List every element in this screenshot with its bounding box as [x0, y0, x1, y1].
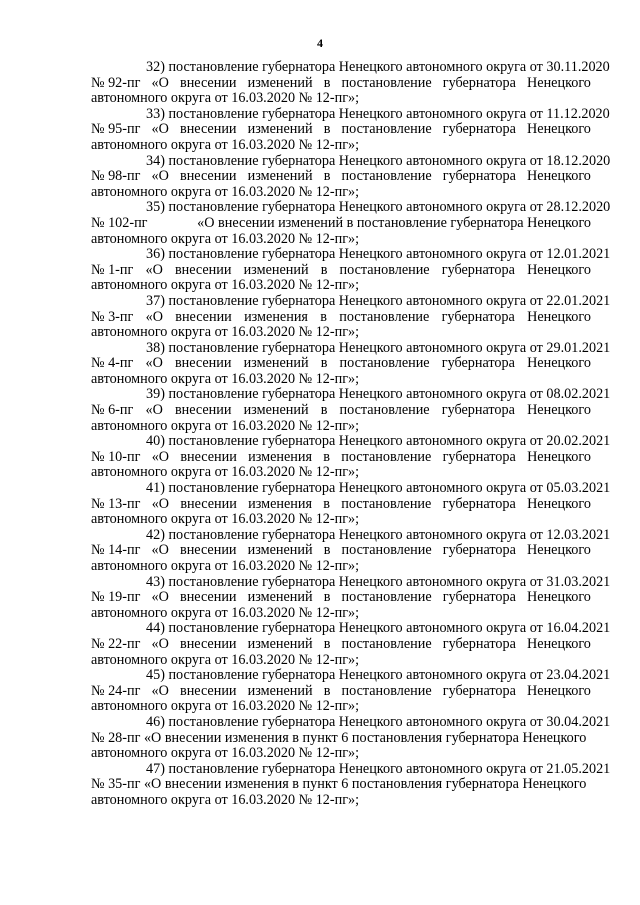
item-line-third: автономного округа от 16.03.2020 № 12-пг»;: [91, 558, 360, 574]
item-word: внесении: [180, 74, 237, 91]
item-word: «О: [145, 402, 163, 419]
item-word: постановление: [341, 495, 432, 512]
item-line-first: 42) постановление губернатора Ненецкого автономного округа от 12.03.2021: [146, 526, 611, 543]
item-word: «О: [151, 121, 169, 138]
list-item: [91, 199, 611, 247]
item-word: «О: [151, 168, 169, 185]
item-line-first: 47) постановление губернатора Ненецкого автономного округа от 21.05.2021: [146, 760, 611, 777]
item-word: «О: [151, 542, 169, 559]
item-word: губернатора: [442, 168, 516, 185]
item-word: изменений: [247, 121, 313, 138]
item-word: «О: [145, 355, 163, 372]
item-word: № 13-пг: [91, 495, 141, 512]
item-word: изменения: [248, 448, 312, 465]
item-word: № 102-пг: [91, 214, 148, 231]
item-word: № 3-пг: [91, 308, 134, 325]
list-item: [91, 292, 611, 341]
item-word: изменения: [244, 308, 308, 325]
item-word: внесении: [180, 448, 237, 465]
item-line-third: автономного округа от 16.03.2020 № 12-пг»;: [91, 604, 360, 621]
item-line-second: [91, 216, 591, 232]
item-word: Ненецкого: [527, 495, 591, 512]
item-line-second: [91, 450, 591, 466]
item-line-third: автономного округа от 16.03.2020 № 12-пг»;: [91, 183, 360, 200]
item-word: Ненецкого: [527, 635, 591, 652]
list-item: [91, 573, 611, 622]
item-word: в: [323, 168, 331, 185]
item-word: постановление: [341, 635, 432, 652]
item-word: в: [323, 589, 331, 606]
item-word: губернатора: [442, 495, 516, 512]
item-word: постановление: [339, 308, 430, 325]
item-word: губернатора: [442, 542, 516, 559]
item-word: «О: [151, 635, 169, 652]
item-word: губернатора: [442, 635, 516, 652]
item-word: изменений: [247, 168, 313, 185]
item-word: в: [323, 448, 330, 465]
item-word: изменений: [247, 589, 313, 606]
item-word: губернатора: [441, 402, 515, 419]
item-line-first: 33) постановление губернатора Ненецкого автономного округа от 11.12.2020: [146, 105, 610, 122]
item-word: в: [323, 495, 330, 512]
list-item: [91, 760, 611, 809]
item-word: в: [323, 74, 331, 91]
item-word: «О: [151, 74, 169, 91]
item-word: Ненецкого: [527, 308, 591, 325]
item-word: изменений: [243, 261, 309, 278]
item-line-first: 37) постановление губернатора Ненецкого автономного округа от 22.01.2021: [146, 292, 611, 309]
item-word: «О: [151, 495, 170, 512]
item-line-third: автономного округа от 16.03.2020 № 12-пг»;: [91, 464, 360, 481]
item-line-third: автономного округа от 16.03.2020 № 12-пг»;: [91, 698, 360, 715]
item-line-third: автономного округа от 16.03.2020 № 12-пг»;: [91, 230, 360, 247]
item-line-third: автономного округа от 16.03.2020 № 12-пг»;: [91, 136, 360, 153]
item-line-second: [91, 403, 591, 419]
item-word: Ненецкого: [527, 402, 591, 419]
item-line-third: автономного округа от 16.03.2020 № 12-пг»;: [91, 277, 360, 294]
item-word: «О: [151, 589, 169, 606]
item-word: внесении: [180, 121, 237, 138]
item-line-second: [91, 684, 591, 700]
item-line-first: 41) постановление губернатора Ненецкого автономного округа от 05.03.2021: [146, 480, 611, 497]
item-word: губернатора: [442, 74, 516, 91]
item-word: № 4-пг: [91, 355, 134, 372]
item-line-second: [91, 76, 591, 92]
item-word: внесении: [180, 542, 237, 559]
item-word: № 98-пг: [91, 168, 141, 185]
item-line-second: [91, 731, 591, 747]
item-word: губернатора: [442, 448, 516, 465]
item-line-first: 38) постановление губернатора Ненецкого автономного округа от 29.01.2021: [146, 339, 611, 356]
item-word: постановление: [339, 355, 430, 372]
item-word: в: [323, 635, 331, 652]
item-word: губернатора: [441, 261, 515, 278]
item-word: постановление: [339, 402, 430, 419]
item-word: губернатора: [442, 682, 516, 699]
item-word: Ненецкого: [527, 589, 591, 606]
item-line-first: 32) постановление губернатора Ненецкого автономного округа от 30.11.2020: [146, 59, 610, 75]
item-word: внесении: [180, 589, 237, 606]
item-line-second: [91, 637, 591, 653]
item-word: в: [320, 355, 328, 372]
list-item: [91, 105, 610, 154]
list-item: [91, 339, 611, 388]
item-word: в: [320, 308, 327, 325]
item-line-third: автономного округа от 16.03.2020 № 12-пг»;: [91, 511, 360, 528]
item-word: № 24-пг: [91, 682, 141, 699]
item-word: в: [323, 542, 331, 559]
item-line-second: [91, 310, 591, 326]
list-item: [91, 152, 611, 201]
list-item: [91, 620, 611, 668]
item-word: постановление: [341, 682, 432, 699]
item-word: «О внесении изменений в постановление губернатора Ненецкого: [197, 214, 591, 231]
item-word: губернатора: [441, 355, 515, 372]
item-line-second: [91, 122, 591, 138]
item-line-third: автономного округа от 16.03.2020 № 12-пг»;: [91, 417, 360, 434]
item-line-first: 44) постановление губернатора Ненецкого автономного округа от 16.04.2021: [146, 620, 611, 637]
item-line-second: [91, 263, 591, 279]
item-word: внесении: [180, 495, 237, 512]
item-line-second: [91, 169, 591, 185]
item-word: Ненецкого: [527, 74, 591, 91]
item-word: губернатора: [441, 308, 515, 325]
list-item: [91, 246, 611, 294]
item-word: Ненецкого: [527, 542, 591, 559]
item-word: «О: [151, 682, 169, 699]
item-word: Ненецкого: [527, 121, 591, 138]
item-word: № 92-пг: [91, 74, 141, 91]
item-word: № 22-пг: [91, 635, 141, 652]
item-word: внесении: [180, 168, 237, 185]
list-item: [91, 713, 611, 762]
item-word: постановление: [341, 589, 432, 606]
item-word: Ненецкого: [527, 168, 591, 185]
item-word: Ненецкого: [527, 355, 591, 372]
item-word: постановление: [339, 261, 430, 278]
list-item: [91, 480, 611, 528]
decree-list: [91, 59, 611, 809]
item-line-first: 39) постановление губернатора Ненецкого автономного округа от 08.02.2021: [146, 386, 611, 403]
item-word: постановление: [341, 542, 432, 559]
item-word: изменений: [243, 402, 309, 419]
item-word: изменений: [247, 635, 313, 652]
item-line-first: 34) постановление губернатора Ненецкого автономного округа от 18.12.2020: [146, 152, 611, 169]
item-word: изменений: [247, 682, 313, 699]
item-word: в: [320, 402, 328, 419]
list-item: [91, 433, 611, 481]
item-word: № 19-пг: [91, 589, 141, 606]
item-line-first: 36) постановление губернатора Ненецкого автономного округа от 12.01.2021: [146, 246, 611, 263]
item-word: № 35-пг «О внесении изменения в пункт 6 постановления губернатора Ненецкого: [91, 776, 587, 793]
item-line-third: автономного округа от 16.03.2020 № 12-пг»;: [91, 745, 360, 762]
item-word: внесении: [180, 635, 237, 652]
item-word: постановление: [341, 74, 432, 91]
item-line-third: автономного округа от 16.03.2020 № 12-пг»;: [91, 90, 360, 107]
item-word: «О: [151, 448, 170, 465]
item-word: губернатора: [442, 589, 516, 606]
item-line-third: автономного округа от 16.03.2020 № 12-пг»;: [91, 791, 360, 808]
item-line-first: 35) постановление губернатора Ненецкого автономного округа от 28.12.2020: [146, 199, 611, 216]
item-word: № 28-пг «О внесении изменения в пункт 6 постановления губернатора Ненецкого: [91, 729, 587, 746]
item-word: № 6-пг: [91, 402, 134, 419]
item-line-second: [91, 356, 591, 372]
item-word: внесении: [175, 308, 232, 325]
list-item: [91, 526, 611, 575]
list-item: [91, 667, 611, 715]
item-word: № 1-пг: [91, 261, 134, 278]
item-word: внесении: [174, 402, 232, 419]
item-line-first: 46) постановление губернатора Ненецкого автономного округа от 30.04.2021: [146, 713, 611, 730]
item-word: постановление: [341, 121, 432, 138]
item-word: внесении: [174, 261, 232, 278]
item-word: «О: [145, 308, 163, 325]
item-word: изменения: [248, 495, 312, 512]
item-word: Ненецкого: [527, 682, 591, 699]
item-word: постановление: [341, 448, 432, 465]
item-word: Ненецкого: [527, 448, 591, 465]
item-word: изменений: [243, 355, 309, 372]
item-line-first: 45) постановление губернатора Ненецкого автономного округа от 23.04.2021: [146, 667, 611, 684]
item-line-third: автономного округа от 16.03.2020 № 12-пг»;: [91, 370, 360, 387]
item-word: постановление: [341, 168, 432, 185]
item-line-first: 43) постановление губернатора Ненецкого автономного округа от 31.03.2021: [146, 573, 611, 590]
item-line-second: [91, 497, 591, 513]
item-line-third: автономного округа от 16.03.2020 № 12-пг»;: [91, 324, 360, 341]
item-word: № 14-пг: [91, 542, 141, 559]
item-line-third: автономного округа от 16.03.2020 № 12-пг»;: [91, 651, 360, 668]
item-word: внесении: [180, 682, 237, 699]
item-word: в: [323, 682, 331, 699]
item-line-second: [91, 590, 591, 606]
list-item: [91, 386, 611, 434]
item-line-second: [91, 777, 591, 793]
item-line-second: [91, 543, 591, 559]
page-number: 4: [317, 36, 323, 50]
item-word: изменений: [247, 542, 313, 559]
item-word: «О: [145, 261, 163, 278]
item-word: изменений: [247, 74, 313, 91]
item-word: Ненецкого: [527, 261, 591, 278]
item-word: в: [320, 261, 328, 278]
item-word: внесении: [174, 355, 232, 372]
item-word: № 10-пг: [91, 448, 141, 465]
item-word: в: [323, 121, 331, 138]
item-line-first: 40) постановление губернатора Ненецкого автономного округа от 20.02.2021: [146, 433, 611, 450]
item-word: № 95-пг: [91, 121, 141, 138]
list-item: [91, 59, 610, 107]
item-word: губернатора: [442, 121, 516, 138]
